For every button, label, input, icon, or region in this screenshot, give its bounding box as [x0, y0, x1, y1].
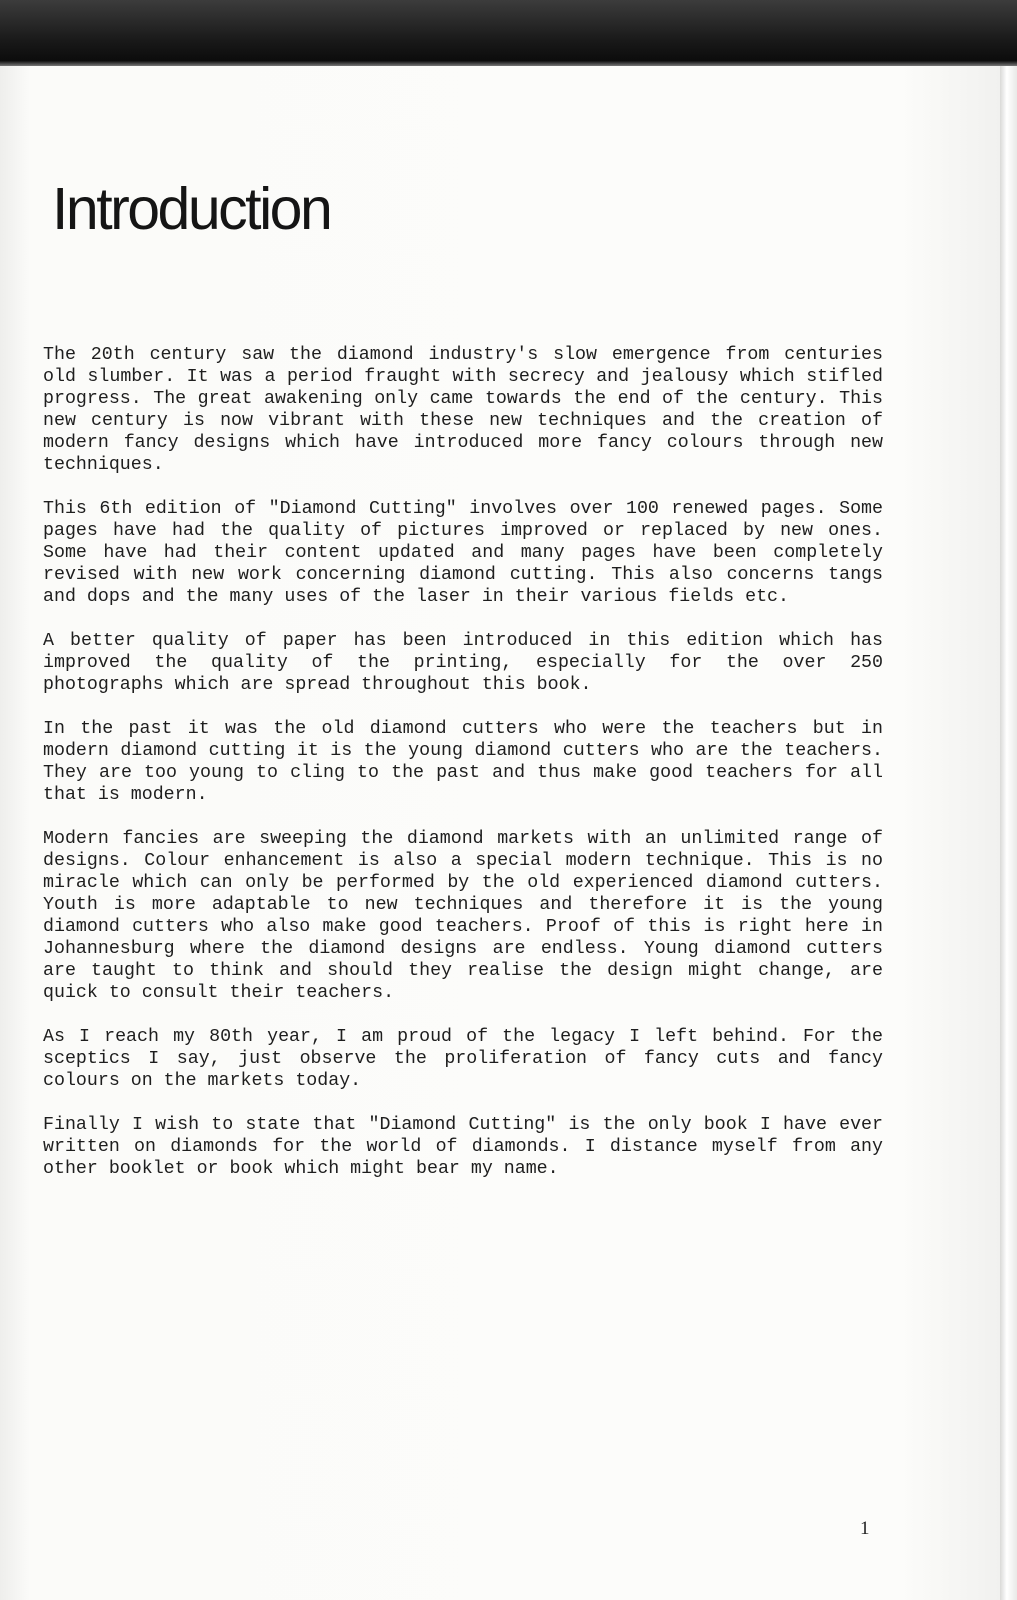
book-spine-shadow: [0, 0, 1017, 66]
paragraph: A better quality of paper has been introduced in this edition which has improved the quality of the printing, especially for the over 250 photographs which are spread throughout this book.: [43, 631, 883, 695]
paragraph: This 6th edition of "Diamond Cutting" involves over 100 renewed pages. Some pages have had the quality of pictures improved or replaced by new ones. Some have had their content updated and many pages have been completely revised with new work concerning diamond cutting. This also concerns tangs and dops and the many uses of the laser in their various fields etc.: [43, 499, 883, 607]
page-number: 1: [860, 1518, 870, 1539]
paragraph: In the past it was the old diamond cutters who were the teachers but in modern diamond cutting it is the young diamond cutters who are the teachers. They are too young to cling to the past and thus make good teachers for all that is modern.: [43, 719, 883, 805]
paragraph: The 20th century saw the diamond industry's slow emergence from centuries old slumber. It was a period fraught with secrecy and jealousy which stifled progress. The great awakening only came towards the end of the century. This new century is now vibrant with these new techniques and the creation of modern fancy designs which have introduced more fancy colours through new techniques.: [43, 345, 883, 475]
introduction-body: [43, 344, 883, 1202]
paragraph: Modern fancies are sweeping the diamond markets with an unlimited range of designs. Colour enhancement is also a special modern technique. This is no miracle which can only be performed by the old experienced diamond cutters. Youth is more adaptable to new techniques and therefore it is the young diamond cutters who also make good teachers. Proof of this is right here in Johannesburg where the diamond designs are endless. Young diamond cutters are taught to think and should they realise the design might change, are quick to consult their teachers.: [43, 829, 883, 1003]
paragraph: As I reach my 80th year, I am proud of the legacy I left behind. For the sceptics I say, just observe the proliferation of fancy cuts and fancy colours on the markets today.: [43, 1027, 883, 1091]
page-heading: Introduction: [52, 176, 331, 242]
paragraph: Finally I wish to state that "Diamond Cutting" is the only book I have ever written on diamonds for the world of diamonds. I distance myself from any other booklet or book which might bear my name.: [43, 1115, 883, 1179]
page-edge: [1000, 66, 1017, 1600]
